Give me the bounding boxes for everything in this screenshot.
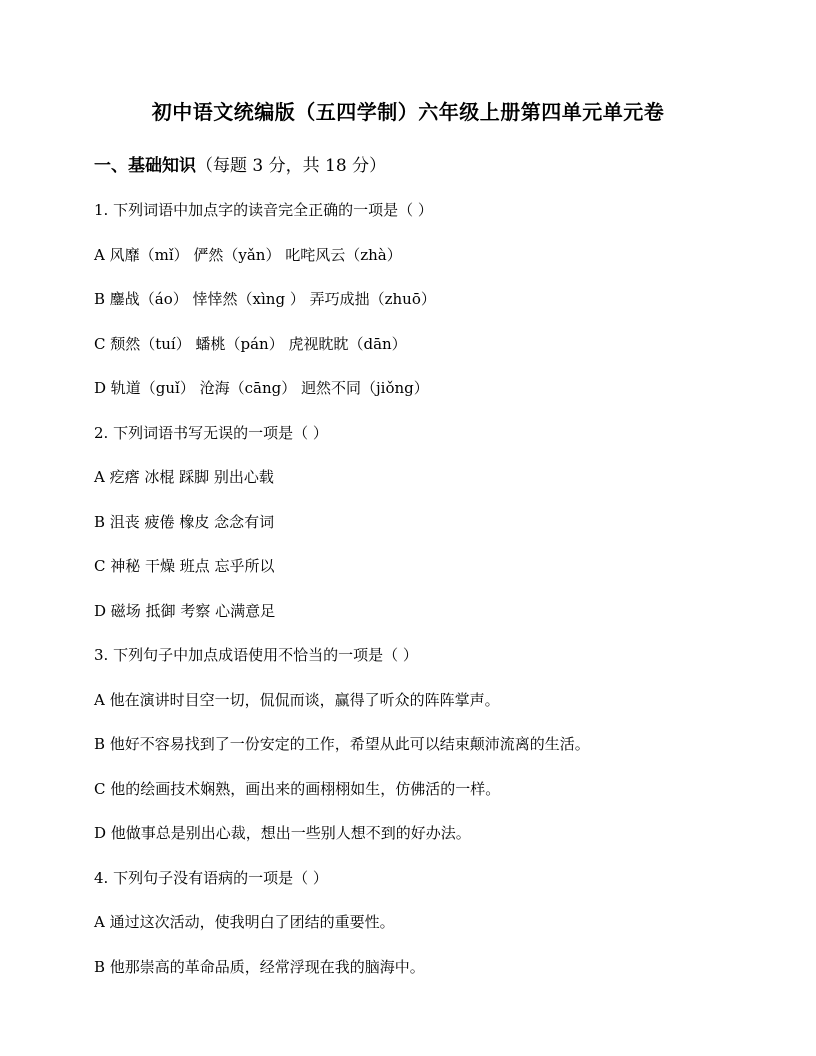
- question-1-option-d: D 轨道（guǐ） 沧海（cāng） 迥然不同（jiǒng）: [94, 379, 429, 397]
- question-2-option-b: B 沮丧 疲倦 橡皮 念念有词: [94, 513, 275, 531]
- question-3-option-b: B 他好不容易找到了一份安定的工作，希望从此可以结束颠沛流离的生活。: [94, 735, 590, 753]
- section-heading-note: （每题 3 分，共 18 分）: [196, 156, 387, 176]
- question-1-stem: 1. 下列词语中加点字的读音完全正确的一项是（ ）: [94, 201, 433, 219]
- question-3-option-d: D 他做事总是别出心裁，想出一些别人想不到的好办法。: [94, 824, 471, 842]
- question-2-option-a: A 疙瘩 冰棍 踩脚 别出心载: [94, 468, 274, 486]
- question-2-option-d: D 磁场 抵御 考察 心满意足: [94, 602, 276, 620]
- question-1-option-a: A 风靡（mǐ） 俨然（yǎn） 叱咤风云（zhà）: [94, 246, 402, 264]
- section-heading-label: 一、基础知识: [94, 156, 196, 176]
- section-heading: [94, 151, 386, 176]
- question-4-option-a: A 通过这次活动，使我明白了团结的重要性。: [94, 913, 395, 931]
- question-2-stem: 2. 下列词语书写无误的一项是（ ）: [94, 424, 328, 442]
- question-4-option-b: B 他那崇高的革命品质，经常浮现在我的脑海中。: [94, 958, 425, 976]
- question-2-option-c: C 神秘 干燥 班点 忘乎所以: [94, 557, 275, 575]
- question-3-stem: 3. 下列句子中加点成语使用不恰当的一项是（ ）: [94, 646, 418, 664]
- question-3-option-c: C 他的绘画技术娴熟，画出来的画栩栩如生，仿佛活的一样。: [94, 780, 501, 798]
- question-1-option-b: B 鏖战（áo） 悻悻然（xìng ） 弄巧成拙（zhuō）: [94, 290, 436, 308]
- question-1-option-c: C 颓然（tuí） 蟠桃（pán） 虎视眈眈（dān）: [94, 335, 407, 353]
- question-4-stem: 4. 下列句子没有语病的一项是（ ）: [94, 869, 328, 887]
- question-3-option-a: A 他在演讲时目空一切，侃侃而谈，赢得了听众的阵阵掌声。: [94, 691, 500, 709]
- document-title: 初中语文统编版（五四学制）六年级上册第四单元单元卷: [151, 100, 665, 124]
